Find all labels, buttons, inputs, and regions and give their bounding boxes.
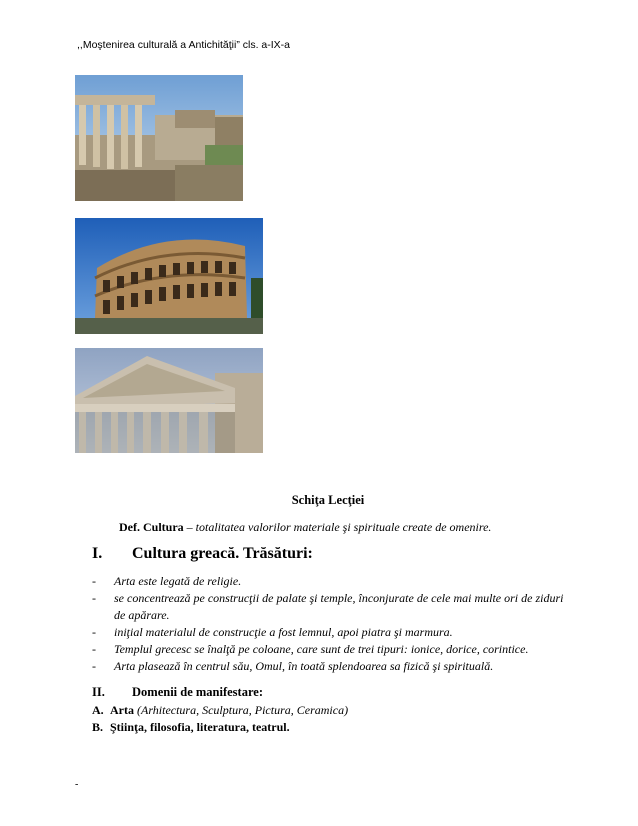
section-2-heading (92, 685, 263, 700)
section-1-number: I. (92, 545, 103, 562)
subsection-a (92, 702, 348, 719)
traits-list (92, 573, 572, 675)
colosseum-photo (75, 218, 263, 334)
definition-text: totalitatea valorilor materiale şi spirituale create de omenire. (195, 520, 492, 534)
footer-mark: - (75, 779, 79, 790)
list-item: - iniţial materialul de construcţie a fost lemnul, apoi piatra şi marmura. (92, 624, 572, 641)
pantheon-photo (75, 348, 263, 453)
lesson-title: Schiţa Lecţiei (291, 493, 365, 507)
subsection-letter: A. (92, 703, 104, 717)
definition-line (119, 520, 491, 535)
section-2-number: II. (92, 685, 105, 699)
list-item: - Arta este legată de religie. (92, 573, 572, 590)
list-item: - Arta plasează în centrul său, Omul, în toată splendoarea sa fizică şi spirituală. (92, 658, 572, 675)
definition-dash: – (183, 520, 196, 534)
list-item: - Templul grecesc se înalţă pe coloane, care sunt de trei tipuri: ionice, dorice, corintice. (92, 641, 572, 658)
definition-term: Def. Cultura (119, 520, 184, 534)
subsection-title: Ştiinţa, filosofia, literatura, teatrul. (110, 720, 290, 734)
subsection-b (92, 719, 348, 736)
subsection-title: Arta (110, 703, 134, 717)
subsection-list (92, 702, 348, 736)
section-1-title: Cultura greacă. Trăsături: (132, 545, 313, 562)
subsection-letter: B. (92, 720, 104, 734)
roman-forum-photo (75, 75, 243, 201)
section-2-title: Domenii de manifestare: (132, 685, 263, 699)
page-header: ,,Moştenirea culturală a Antichităţii” cls. a-IX-a (77, 39, 291, 51)
list-item: - se concentrează pe construcţii de palate şi temple, înconjurate de cele mai multe ori de ziduri de apărare. (92, 590, 572, 624)
section-1-heading (92, 545, 313, 563)
subsection-detail: (Arhitectura, Sculptura, Pictura, Ceramica) (134, 703, 349, 717)
